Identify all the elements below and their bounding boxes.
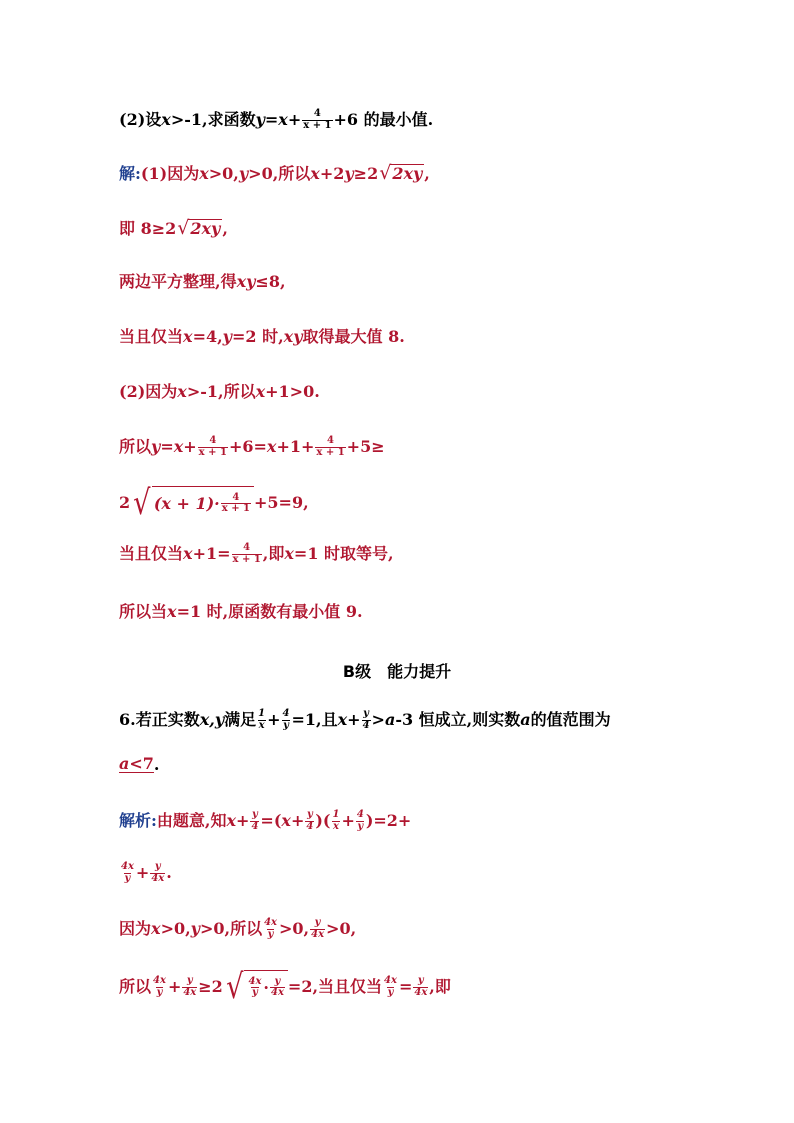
text: =2 时, bbox=[231, 327, 284, 346]
var-y: y bbox=[190, 919, 200, 938]
numerator: 4 bbox=[243, 542, 251, 553]
numerator: 1 bbox=[332, 809, 340, 820]
radicand bbox=[244, 970, 287, 1004]
var-x: x bbox=[183, 327, 193, 346]
numerator: 4 bbox=[313, 108, 321, 119]
square-root bbox=[224, 967, 288, 1007]
fraction bbox=[182, 976, 197, 998]
numerator: y bbox=[186, 975, 193, 986]
text: +5=9, bbox=[254, 493, 309, 512]
section-title: B级 能力提升 bbox=[342, 662, 452, 681]
solution-line-8 bbox=[119, 543, 394, 565]
var-y: y bbox=[344, 163, 354, 183]
var-y: y bbox=[238, 163, 249, 183]
radicand bbox=[152, 486, 254, 520]
text: + bbox=[236, 811, 250, 830]
fraction bbox=[198, 436, 228, 458]
text: 6.若正实数 bbox=[119, 710, 200, 729]
var-x: x bbox=[183, 544, 193, 563]
numerator: y bbox=[274, 975, 281, 987]
fraction bbox=[270, 977, 285, 999]
denominator: y bbox=[156, 986, 163, 998]
denominator: 4x bbox=[151, 872, 165, 884]
denominator: 4x bbox=[183, 986, 197, 998]
fraction bbox=[152, 976, 167, 998]
numerator: 4 bbox=[232, 491, 240, 503]
text: 即 8≥2 bbox=[119, 218, 177, 238]
text: )( bbox=[315, 811, 331, 830]
numerator: 4 bbox=[282, 708, 290, 719]
question-6-answer bbox=[119, 756, 160, 773]
fraction bbox=[250, 810, 259, 832]
text: + bbox=[135, 863, 150, 882]
var-xy: xy bbox=[283, 327, 303, 346]
var-y: y bbox=[151, 437, 161, 456]
fraction bbox=[362, 709, 371, 731]
numerator: 1 bbox=[258, 708, 266, 719]
numerator: 4x bbox=[264, 917, 278, 928]
denominator: x + 1 bbox=[303, 119, 332, 131]
denominator: y bbox=[267, 928, 274, 940]
text: >0,所以 bbox=[248, 163, 311, 183]
numerator: 4x bbox=[121, 861, 134, 872]
denominator: 4 bbox=[306, 820, 314, 832]
text: + bbox=[183, 437, 197, 456]
fraction bbox=[221, 493, 251, 515]
text: , bbox=[222, 218, 228, 238]
denominator: x + 1 bbox=[316, 446, 345, 458]
var-x: x bbox=[161, 110, 171, 129]
numerator: y bbox=[154, 861, 161, 872]
text: +5≥ bbox=[346, 437, 385, 456]
solution-line-5 bbox=[119, 384, 320, 400]
text: (2)设 bbox=[119, 110, 162, 129]
analysis-line-1 bbox=[119, 810, 411, 832]
fraction bbox=[247, 977, 262, 999]
solution-line-3 bbox=[119, 274, 286, 290]
denominator: 4 bbox=[251, 820, 259, 832]
text: +1+ bbox=[276, 437, 315, 456]
text: =2,当且仅当 bbox=[287, 977, 383, 996]
text: . bbox=[166, 863, 172, 882]
denominator: x + 1 bbox=[232, 553, 261, 565]
text: · bbox=[263, 977, 269, 997]
solution-line-6 bbox=[119, 436, 385, 458]
denominator: y bbox=[252, 987, 258, 998]
solution-line-9 bbox=[119, 604, 363, 620]
fraction bbox=[120, 862, 135, 884]
var-x: x bbox=[151, 919, 161, 938]
text: 取得最大值 8. bbox=[302, 327, 405, 346]
text: . bbox=[153, 754, 160, 774]
radical-sign-icon: √ bbox=[379, 162, 392, 184]
text: >0,所以 bbox=[199, 919, 263, 938]
fraction bbox=[383, 976, 398, 998]
analysis-line-2 bbox=[119, 862, 172, 884]
text: 因为 bbox=[119, 919, 152, 938]
var-x: x bbox=[199, 163, 209, 183]
text: (1)因为 bbox=[140, 163, 200, 183]
radicand-text: (x + 1)· bbox=[153, 493, 220, 513]
radical-sign-icon: √ bbox=[177, 217, 190, 239]
solution-label: 解: bbox=[119, 163, 141, 183]
answer-text: <7 bbox=[129, 754, 154, 773]
fraction bbox=[413, 976, 428, 998]
square-root bbox=[131, 483, 254, 523]
denominator: 4x bbox=[414, 986, 428, 998]
var-x: x bbox=[167, 602, 177, 621]
text: (2)因为 bbox=[119, 382, 178, 401]
text: ≥2 bbox=[198, 977, 223, 996]
fraction bbox=[310, 918, 325, 940]
denominator: 4x bbox=[270, 987, 284, 998]
numerator: 4 bbox=[209, 435, 217, 446]
var-x: x bbox=[255, 382, 266, 401]
fraction bbox=[331, 810, 340, 832]
text: >0, bbox=[160, 919, 191, 938]
denominator: x + 1 bbox=[198, 446, 227, 458]
text: 所以 bbox=[119, 437, 152, 456]
text: 当且仅当 bbox=[119, 544, 184, 563]
radicand: 2xy bbox=[190, 219, 221, 238]
var-x: x bbox=[177, 382, 187, 401]
question-2-stem bbox=[119, 109, 433, 131]
radical-sign-icon: √ bbox=[225, 967, 244, 1007]
text: +2 bbox=[319, 163, 345, 183]
text: >0, bbox=[279, 919, 310, 938]
text: + bbox=[341, 811, 355, 830]
var-x: x bbox=[310, 163, 320, 183]
text: 的值范围为 bbox=[530, 710, 611, 729]
numerator: y bbox=[252, 809, 258, 820]
radical-sign-icon: √ bbox=[133, 483, 151, 523]
text: >-1,求函数 bbox=[170, 110, 256, 129]
fraction bbox=[356, 810, 365, 832]
fraction bbox=[282, 709, 291, 731]
var-x: x bbox=[226, 811, 237, 830]
var-x: x bbox=[284, 544, 294, 563]
numerator: 4 bbox=[356, 809, 364, 820]
solution-line-4 bbox=[119, 329, 405, 345]
text: -3 恒成立,则实数 bbox=[395, 710, 521, 729]
text: + bbox=[267, 710, 281, 729]
text: >0, bbox=[208, 163, 239, 183]
fraction bbox=[263, 918, 278, 940]
text: ,即 bbox=[262, 544, 285, 563]
denominator: y bbox=[283, 719, 289, 731]
var-xy: xy bbox=[236, 272, 256, 291]
square-root bbox=[379, 164, 424, 183]
text: + bbox=[347, 710, 361, 729]
numerator: 4x bbox=[384, 975, 397, 986]
fraction bbox=[257, 709, 266, 731]
solution-line-1 bbox=[119, 164, 430, 183]
denominator: x bbox=[258, 719, 265, 731]
text: = bbox=[398, 977, 413, 996]
analysis-label: 解析: bbox=[119, 811, 157, 830]
denominator: y bbox=[124, 872, 131, 884]
var-x: x bbox=[278, 110, 288, 129]
fraction bbox=[305, 810, 314, 832]
analysis-line-3 bbox=[119, 918, 356, 940]
text: 所以当 bbox=[119, 602, 168, 621]
var-a: a bbox=[119, 754, 130, 773]
text: + bbox=[290, 811, 305, 830]
text: =( bbox=[260, 811, 282, 830]
analysis-line-4 bbox=[119, 967, 451, 1007]
text: 由题意,知 bbox=[156, 811, 227, 830]
denominator: 4 bbox=[362, 719, 370, 731]
var-x: x bbox=[281, 811, 291, 830]
text: )=2+ bbox=[365, 811, 412, 830]
question-6-stem bbox=[119, 709, 611, 731]
var-y: y bbox=[222, 327, 232, 346]
text: =1 时取等号, bbox=[293, 544, 394, 563]
text: ≥2 bbox=[353, 163, 379, 183]
answer-blank bbox=[119, 756, 154, 773]
text: =4, bbox=[192, 327, 223, 346]
text: > bbox=[371, 710, 385, 729]
numerator: y bbox=[314, 917, 321, 928]
numerator: y bbox=[306, 809, 313, 820]
fraction bbox=[150, 862, 165, 884]
solution-line-7 bbox=[119, 483, 309, 523]
denominator: x + 1 bbox=[221, 503, 251, 514]
text: = bbox=[264, 110, 279, 129]
text: 2 bbox=[119, 493, 131, 512]
text: 两边平方整理,得 bbox=[119, 272, 237, 291]
var-x: x bbox=[173, 437, 184, 456]
var-y: y bbox=[255, 110, 265, 129]
text: + bbox=[287, 110, 302, 129]
text: =1 时,原函数有最小值 9. bbox=[176, 602, 363, 621]
denominator: x bbox=[332, 820, 339, 832]
fraction bbox=[302, 109, 332, 131]
numerator: y bbox=[417, 975, 424, 986]
text: ,即 bbox=[429, 977, 451, 996]
denominator: y bbox=[387, 986, 394, 998]
text: ≤8, bbox=[255, 272, 286, 291]
numerator: 4x bbox=[248, 975, 262, 987]
text: +1>0. bbox=[265, 382, 320, 401]
var-x: x bbox=[266, 437, 277, 456]
text: =1,且 bbox=[291, 710, 338, 729]
radicand: 2xy bbox=[392, 164, 423, 183]
text: +1= bbox=[192, 544, 231, 563]
square-root bbox=[177, 219, 222, 238]
fraction bbox=[232, 543, 262, 565]
var-a: a bbox=[520, 710, 531, 729]
numerator: y bbox=[363, 708, 369, 719]
text: >-1,所以 bbox=[186, 382, 256, 401]
text: 所以 bbox=[119, 977, 152, 996]
text: +6= bbox=[228, 437, 267, 456]
text: + bbox=[167, 977, 182, 996]
solution-line-2 bbox=[119, 219, 228, 238]
denominator: y bbox=[357, 820, 364, 832]
text: 满足 bbox=[224, 710, 257, 729]
var-a: a bbox=[384, 710, 396, 729]
numerator: 4x bbox=[153, 975, 166, 986]
fraction bbox=[315, 436, 345, 458]
var-xy: x,y bbox=[199, 710, 225, 729]
denominator: 4x bbox=[311, 928, 325, 940]
text: >0, bbox=[326, 919, 357, 938]
text: +6 的最小值. bbox=[333, 110, 434, 129]
text: = bbox=[160, 437, 174, 456]
numerator: 4 bbox=[327, 435, 334, 446]
var-x: x bbox=[337, 710, 348, 729]
text: 当且仅当 bbox=[119, 327, 184, 346]
text: , bbox=[424, 163, 430, 183]
